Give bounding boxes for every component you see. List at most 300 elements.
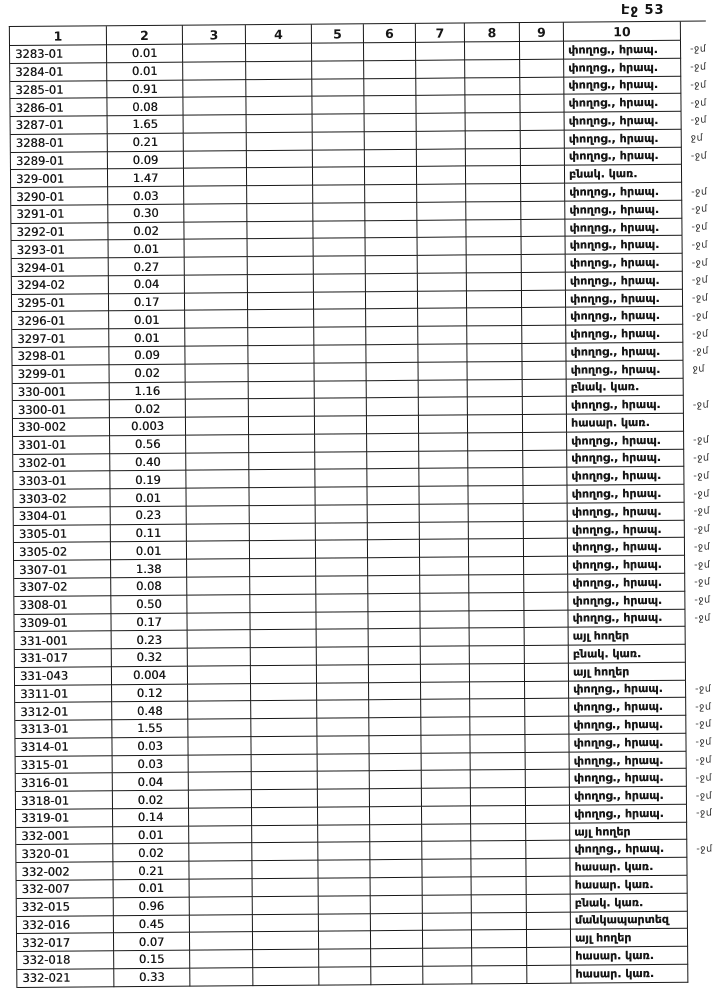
cell-parcel-code: 3305-01 [14,525,111,544]
cell-land-use: այլ հողեր [571,929,688,948]
cell-land-use: փողոց., հրապ. [567,396,684,415]
cell-blank [253,914,319,932]
cell-blank [470,664,525,682]
cell-blank [370,860,422,878]
column-header-1: 1 [10,26,107,46]
cell-area-value: 0.01 [109,311,185,329]
cell-parcel-code: 3320-01 [16,845,113,864]
cell-blank [417,149,466,167]
margin-note: -ջմ [693,541,711,553]
cell-blank [186,488,249,506]
margin-note: -ջմ [691,221,708,233]
cell-blank [465,42,520,60]
cell-blank [369,682,421,700]
cell-area-value: 0.01 [113,826,189,844]
cell-area-value: 0.91 [107,80,183,98]
cell-blank [188,719,251,737]
cell-blank [467,308,522,326]
cell-blank [319,931,371,949]
cell-blank [370,842,422,860]
cell-blank [252,825,318,843]
cell-blank [367,380,419,398]
cell-blank [183,97,246,115]
cell-blank [419,380,468,398]
cell-blank [184,169,247,187]
cell-blank [527,930,571,948]
cell-area-value: 0.01 [114,880,190,898]
cell-land-use: փողոց., հրապ. [564,41,681,60]
cell-blank [247,204,313,222]
cell-blank [471,788,526,806]
column-header-8: 8 [465,23,520,42]
cell-parcel-code: 3304-01 [14,507,111,526]
cell-land-use: փողոց., հրապ. [570,751,687,770]
cell-land-use: փողոց., հրապ. [565,218,682,237]
cell-blank [420,540,469,558]
cell-land-use: այլ հողեր [569,627,686,646]
cell-blank [422,824,471,842]
cell-land-use: փողոց., հրապ. [565,147,682,166]
cell-blank [469,575,524,593]
cell-blank [366,292,418,310]
cell-blank [466,184,521,202]
cell-blank [419,487,468,505]
cell-area-value: 0.01 [107,62,183,80]
cell-blank [468,468,523,486]
cell-blank [317,718,369,736]
cell-blank [422,789,471,807]
cell-blank [470,699,525,717]
cell-area-value: 0.07 [114,933,190,951]
cell-parcel-code: 331-017 [15,649,112,668]
cell-blank [185,311,248,329]
cell-parcel-code: 332-007 [17,880,114,899]
cell-blank [187,524,250,542]
column-header-3: 3 [183,25,246,44]
cell-parcel-code: 332-021 [17,969,114,988]
cell-blank [313,203,365,221]
cell-blank [316,541,368,559]
margin-note: -ջմ [693,505,711,517]
cell-land-use: մանկապարտեզ [571,911,688,930]
cell-blank [315,470,367,488]
cell-parcel-code: 3296-01 [12,312,109,331]
cell-blank [472,948,527,966]
cell-land-use: փողոց., հրապ. [568,503,685,522]
cell-parcel-code: 3308-01 [14,596,111,615]
margin-note: -ջմ [695,772,713,784]
cell-blank [366,274,418,292]
margin-note: -ջմ [696,807,713,819]
cell-blank [183,44,246,62]
margin-note: -ջմ [691,186,708,198]
cell-blank [312,61,364,79]
cell-blank [525,646,569,664]
cell-blank [188,701,251,719]
cell-blank [253,896,319,914]
cell-blank [317,629,369,647]
cell-blank [183,80,246,98]
cell-blank [365,167,417,185]
cell-blank [468,433,523,451]
cell-blank [469,593,524,611]
margin-note: -ջմ [691,292,709,304]
margin-note: -ջմ [695,683,712,695]
cell-blank [364,96,416,114]
margin-note: -ջմ [694,594,711,606]
cell-blank [252,861,318,879]
cell-blank [187,542,250,560]
cell-blank [253,950,319,968]
cell-blank [523,450,567,468]
cell-blank [186,453,249,471]
cell-blank [371,931,423,949]
cell-blank [246,79,312,97]
cell-parcel-code: 332-017 [17,933,114,952]
margin-note: -ջմ [692,345,709,358]
cell-blank [365,149,417,167]
cell-land-use: փողոց., հրապ. [567,485,684,504]
cell-blank [367,416,419,434]
cell-blank [319,914,371,932]
cell-blank [313,185,365,203]
cell-blank [371,949,423,967]
cell-blank [422,806,471,824]
cell-blank [248,310,314,328]
margin-note: -ջմ [695,718,712,731]
cell-blank [418,238,467,256]
cell-area-value: 0.04 [113,773,189,791]
cell-blank [318,807,370,825]
cell-blank [520,59,564,77]
cell-blank [370,789,422,807]
cell-blank [419,398,468,416]
cell-blank [467,255,522,273]
margin-note: -ջմ [694,576,711,588]
cell-blank [522,237,566,255]
cell-land-use: փողոց., հրապ. [565,201,682,220]
cell-blank [249,452,315,470]
cell-blank [252,843,318,861]
cell-blank [524,557,568,575]
cell-parcel-code: 330-002 [13,418,110,437]
cell-blank [185,275,248,293]
column-header-6: 6 [364,24,416,43]
cell-blank [421,718,470,736]
cell-parcel-code: 3286-01 [10,99,107,118]
cell-blank [250,506,316,524]
cell-blank [189,861,252,879]
cell-blank [526,788,570,806]
cell-blank [188,737,251,755]
cell-parcel-code: 3294-02 [12,276,109,295]
cell-blank [420,522,469,540]
cell-blank [246,44,312,62]
cell-land-use: այլ հողեր [569,663,686,682]
cell-blank [421,664,470,682]
cell-blank [316,576,368,594]
cell-blank [471,859,526,877]
cell-blank [315,452,367,470]
cell-parcel-code: 331-001 [15,631,112,650]
cell-parcel-code: 331-043 [15,667,112,686]
cell-blank [526,823,570,841]
cell-parcel-code: 3290-01 [11,187,108,206]
cell-parcel-code: 3294-01 [12,258,109,277]
cell-parcel-code: 3289-01 [11,152,108,171]
cell-area-value: 0.23 [111,507,187,525]
cell-blank [314,345,366,363]
cell-blank [523,415,567,433]
column-header-4: 4 [246,25,312,45]
cell-blank [521,219,565,237]
cell-blank [312,43,364,61]
cell-blank [467,344,522,362]
cell-blank [469,539,524,557]
cell-blank [467,273,522,291]
cell-blank [521,166,565,184]
cell-land-use: հասար. կառ. [571,947,688,966]
cell-blank [468,397,523,415]
cell-land-use: բնակ. կառ. [571,893,688,912]
cell-area-value: 0.19 [110,471,186,489]
cell-blank [186,382,249,400]
cell-blank [249,488,315,506]
cell-blank [423,931,472,949]
cell-blank [315,381,367,399]
cell-blank [470,717,525,735]
cell-area-value: 0.33 [114,968,190,986]
cell-blank [524,610,568,628]
margin-note: -ջմ [690,79,707,91]
cell-blank [251,701,317,719]
margin-note: -ջմ [691,274,709,286]
cell-blank [521,184,565,202]
cell-blank [247,168,313,186]
cell-blank [317,736,369,754]
cell-blank [314,239,366,257]
cell-land-use: բնակ. կառ. [569,645,686,664]
cell-blank [423,877,472,895]
cell-blank [525,699,569,717]
cell-blank [526,806,570,824]
cell-blank [251,719,317,737]
cell-area-value: 1.16 [110,382,186,400]
cell-blank [185,328,248,346]
cell-blank [189,808,252,826]
cell-blank [313,132,365,150]
cell-parcel-code: 332-002 [16,862,113,881]
cell-land-use: հասար. կառ. [567,414,684,433]
cell-area-value: 0.01 [110,489,186,507]
cell-area-value: 0.03 [112,737,188,755]
cell-area-value: 1.47 [108,169,184,187]
cell-blank [471,824,526,842]
cell-area-value: 0.15 [114,951,190,969]
cell-area-value: 0.01 [109,240,185,258]
cell-blank [319,949,371,967]
cell-parcel-code: 332-018 [17,951,114,970]
cell-blank [418,327,467,345]
cell-blank [184,186,247,204]
cell-blank [248,275,314,293]
cell-blank [523,468,567,486]
cell-blank [466,220,521,238]
cell-blank [465,60,520,78]
cell-blank [369,629,421,647]
cell-blank [189,755,252,773]
cell-area-value: 0.21 [108,133,184,151]
cell-blank [185,293,248,311]
cell-parcel-code: 3291-01 [11,205,108,224]
cell-parcel-code: 3314-01 [15,738,112,757]
cell-blank [369,700,421,718]
cell-blank [316,558,368,576]
cell-blank [184,222,247,240]
margin-note: -ջմ [695,736,712,748]
cell-land-use: փողոց., հրապ. [564,76,681,95]
cell-blank [188,666,251,684]
cell-area-value: 0.01 [109,329,185,347]
cell-blank [467,291,522,309]
cell-blank [370,824,422,842]
cell-blank [420,611,469,629]
cell-blank [189,773,252,791]
cell-blank [416,96,465,114]
cell-blank [526,752,570,770]
cell-blank [314,292,366,310]
cell-area-value: 0.32 [112,649,188,667]
cell-blank [469,504,524,522]
cell-blank [419,433,468,451]
cell-blank [247,150,313,168]
cell-blank [186,435,249,453]
cell-blank [524,539,568,557]
cell-area-value: 0.27 [109,258,185,276]
cell-blank [525,734,569,752]
cell-area-value: 0.003 [110,418,186,436]
cell-blank [313,221,365,239]
cell-blank [522,326,566,344]
cell-blank [523,379,567,397]
cell-blank [312,79,364,97]
cell-blank [522,290,566,308]
cell-land-use: փողոց., հրապ. [566,272,683,291]
cell-parcel-code: 3295-01 [12,294,109,313]
cell-blank [366,327,418,345]
cell-blank [421,682,470,700]
cell-parcel-code: 3293-01 [12,241,109,260]
cell-land-use: փողոց., հրապ. [570,787,687,806]
cell-area-value: 0.08 [111,578,187,596]
cell-blank [247,221,313,239]
margin-note: -ջմ [691,203,708,215]
cell-blank [470,682,525,700]
cell-area-value: 0.02 [113,844,189,862]
cell-blank [314,256,366,274]
cell-parcel-code: 3312-01 [15,703,112,722]
cell-blank [465,78,520,96]
cell-blank [317,683,369,701]
cell-area-value: 0.04 [109,276,185,294]
cell-blank [417,202,466,220]
cell-blank [421,629,470,647]
margin-note: -ջմ [690,43,707,56]
cell-blank [371,896,423,914]
cell-land-use: փողոց., հրապ. [566,254,683,273]
cell-parcel-code: 3302-01 [13,454,110,473]
cell-blank [521,202,565,220]
cell-blank [187,595,250,613]
column-header-7: 7 [416,23,465,42]
cell-area-value: 0.08 [107,98,183,116]
cell-blank [525,717,569,735]
cell-blank [186,364,249,382]
cell-blank [525,663,569,681]
margin-note: ջմ [692,363,705,375]
cell-land-use: բնակ. կառ. [567,378,684,397]
cell-land-use: փողոց., հրապ. [566,289,683,308]
cell-blank [417,167,466,185]
cell-area-value: 0.03 [108,187,184,205]
cell-blank [187,506,250,524]
cell-blank [471,770,526,788]
cell-blank [418,344,467,362]
cell-blank [368,558,420,576]
cell-land-use: փողոց., հրապ. [568,574,685,593]
cell-blank [250,559,316,577]
cell-blank [468,486,523,504]
cell-blank [315,363,367,381]
cell-land-use: փողոց., հրապ. [566,307,683,326]
cell-blank [365,220,417,238]
cell-blank [367,363,419,381]
cell-blank [251,630,317,648]
cell-blank [184,133,247,151]
cell-blank [422,842,471,860]
margin-note: -ջմ [692,310,709,322]
cell-blank [366,256,418,274]
cell-land-use: փողոց., հրապ. [568,538,685,557]
cell-blank [527,877,571,895]
cell-land-use: փողոց., հրապ. [569,716,686,735]
cell-land-use: բնակ. կառ. [565,165,682,184]
cell-blank [423,913,472,931]
cell-blank [319,967,371,985]
cell-blank [419,416,468,434]
cell-land-use: փողոց., հրապ. [566,236,683,255]
cell-blank [472,895,527,913]
cell-area-value: 0.21 [113,862,189,880]
margin-note: -ջմ [690,97,707,109]
cell-blank [368,576,420,594]
cell-land-use: փողոց., հրապ. [566,325,683,344]
cell-parcel-code: 3311-01 [15,685,112,704]
cell-land-use: փողոց., հրապ. [566,343,683,362]
column-header-5: 5 [312,24,364,43]
cell-blank [318,860,370,878]
cell-blank [419,469,468,487]
cell-blank [417,131,466,149]
cell-blank [417,113,466,131]
margin-note: -ջմ [694,612,711,624]
cell-parcel-code: 3283-01 [10,45,107,64]
cell-blank [421,735,470,753]
cell-blank [315,487,367,505]
cell-blank [251,683,317,701]
cell-parcel-code: 332-016 [17,916,114,935]
cell-blank [369,718,421,736]
